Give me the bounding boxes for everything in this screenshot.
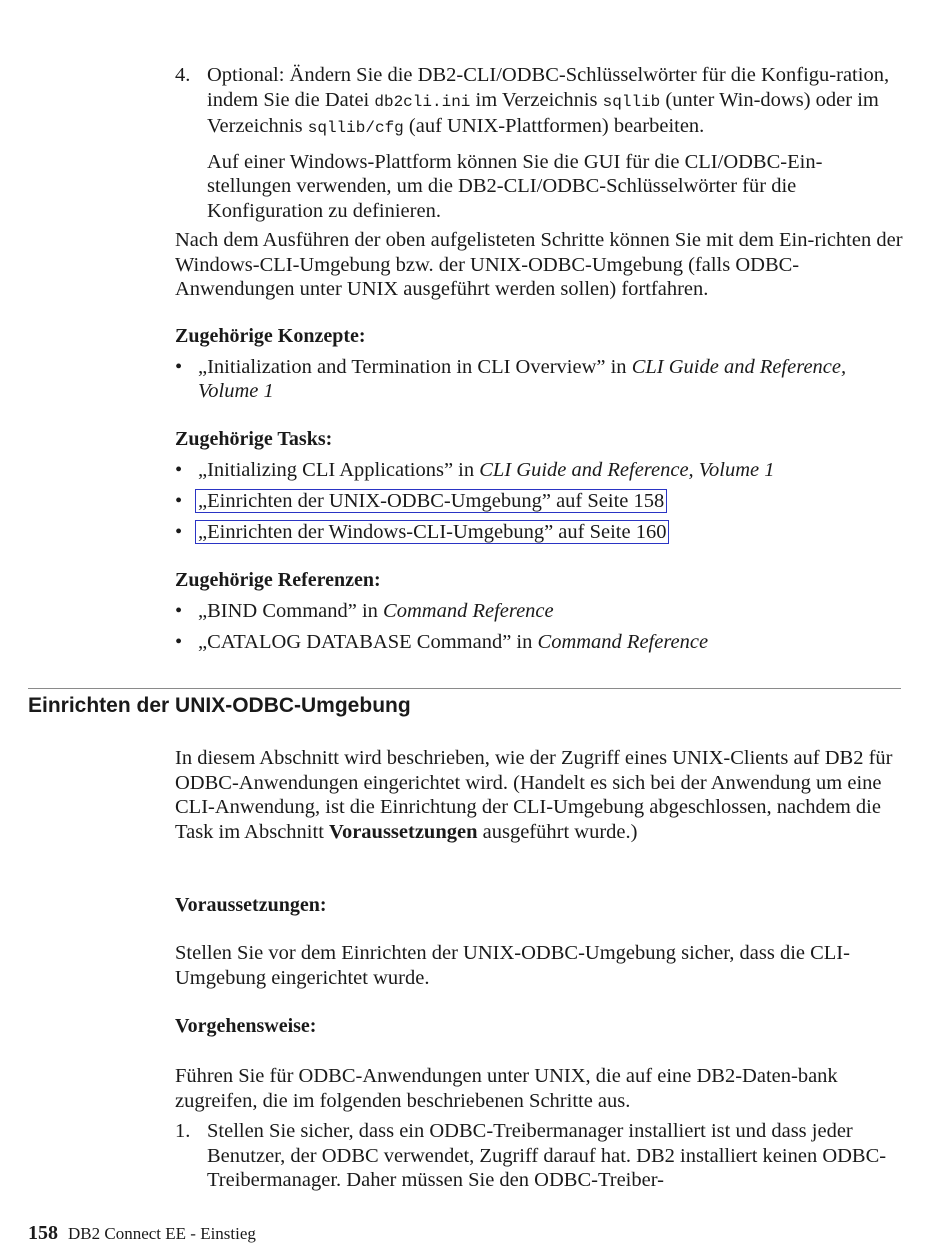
step-number: 1.	[175, 1120, 191, 1142]
section-title: Einrichten der UNIX-ODBC-Umgebung	[28, 694, 411, 717]
related-references-heading: Zugehörige Referenzen:	[175, 569, 381, 591]
bullet: •	[175, 521, 183, 543]
procedure-heading: Vorgehensweise:	[175, 1015, 317, 1037]
link-unix-odbc[interactable]: „Einrichten der UNIX-ODBC-Umgebung” auf Seite 158	[195, 489, 667, 513]
after-steps-paragraph: Nach dem Ausführen der oben aufgelisteten Schritte können Sie mit dem Ein-richten der Windows-CLI-Umgebung bzw. der UNIX-ODBC-Umgebung (falls ODBC-Anwendungen unter UNIX ausgeführt werden sollen) fortfahren.	[175, 229, 903, 300]
step-number: 4.	[175, 64, 191, 86]
bullet: •	[175, 631, 183, 653]
list-item: • „Initialization and Termination in CLI Overview” in CLI Guide and Reference, Volume 1	[175, 356, 847, 402]
bullet: •	[175, 459, 183, 481]
book-reference: Command Reference	[383, 600, 554, 622]
step-1-text: Stellen Sie sicher, dass ein ODBC-Treibermanager installiert ist und dass jeder Benutzer, der ODBC verwendet, Zugriff darauf hat. DB2 installiert keinen ODBC-Treibermanager. Daher müssen Sie den ODBC-Treiber-	[207, 1120, 887, 1191]
related-concepts-heading: Zugehörige Konzepte:	[175, 325, 366, 347]
list-item: • „BIND Command” in Command Reference	[175, 600, 554, 622]
bullet: •	[175, 600, 183, 622]
list-item: • „CATALOG DATABASE Command” in Command Reference	[175, 631, 709, 653]
list-item: • „Initializing CLI Applications” in CLI Guide and Reference, Volume 1	[175, 459, 775, 481]
book-reference: CLI Guide and Reference, Volume 1	[198, 356, 847, 402]
step-4	[175, 63, 903, 223]
filename-code: db2cli.ini	[374, 92, 471, 111]
related-tasks-heading: Zugehörige Tasks:	[175, 428, 333, 450]
prerequisites-heading: Voraussetzungen:	[175, 894, 327, 916]
book-reference: CLI Guide and Reference, Volume 1	[479, 459, 775, 481]
bullet: •	[175, 356, 183, 378]
prerequisites-text: Stellen Sie vor dem Einrichten der UNIX-ODBC-Umgebung sicher, dass die CLI-Umgebung eingerichtet wurde.	[175, 942, 850, 989]
intro-bold-term: Voraussetzungen	[329, 820, 478, 843]
directory-code: sqllib	[602, 92, 661, 111]
bullet: •	[175, 490, 183, 512]
section-divider	[28, 688, 901, 689]
book-reference: Command Reference	[537, 631, 709, 653]
page-number: 158	[28, 1222, 58, 1244]
page-footer	[28, 1222, 256, 1245]
book-title: DB2 Connect EE - Einstieg	[68, 1224, 256, 1243]
list-item	[175, 489, 903, 513]
list-item	[175, 520, 903, 544]
procedure-text: Führen Sie für ODBC-Anwendungen unter UNIX, die auf eine DB2-Daten-bank zugreifen, die im folgenden beschriebenen Schritte aus.	[175, 1065, 838, 1112]
directory-code: sqllib/cfg	[307, 119, 404, 137]
link-windows-cli[interactable]: „Einrichten der Windows-CLI-Umgebung” auf Seite 160	[195, 520, 669, 544]
step-4-paragraph-2: Auf einer Windows-Plattform können Sie die GUI für die CLI/ODBC-Ein-stellungen verwenden, um die DB2-CLI/ODBC-Schlüsselwörter für die Konfiguration zu definieren.	[207, 150, 823, 222]
section-intro: In diesem Abschnitt wird beschrieben, wie der Zugriff eines UNIX-Clients auf DB2 für ODBC-Anwendungen eingerichtet wird. (Handelt es sich bei der Anwendung um eine CLI-Anwendung, ist die Einrichtung der CLI-Umgebung abgeschlossen, nachdem die Task im Abschnitt Voraussetzungen ausgeführt wurde.)	[175, 747, 893, 843]
step-4-paragraph-1: Optional: Ändern Sie die DB2-CLI/ODBC-Schlüsselwörter für die Konfigu-ration, indem Sie die Datei db2cli.ini im Verzeichnis sqllib (unter Win-dows) oder im Verzeichnis sqllib/cfg (auf UNIX-Plattformen) bearbeiten.	[207, 64, 890, 137]
step-1	[175, 1119, 903, 1193]
